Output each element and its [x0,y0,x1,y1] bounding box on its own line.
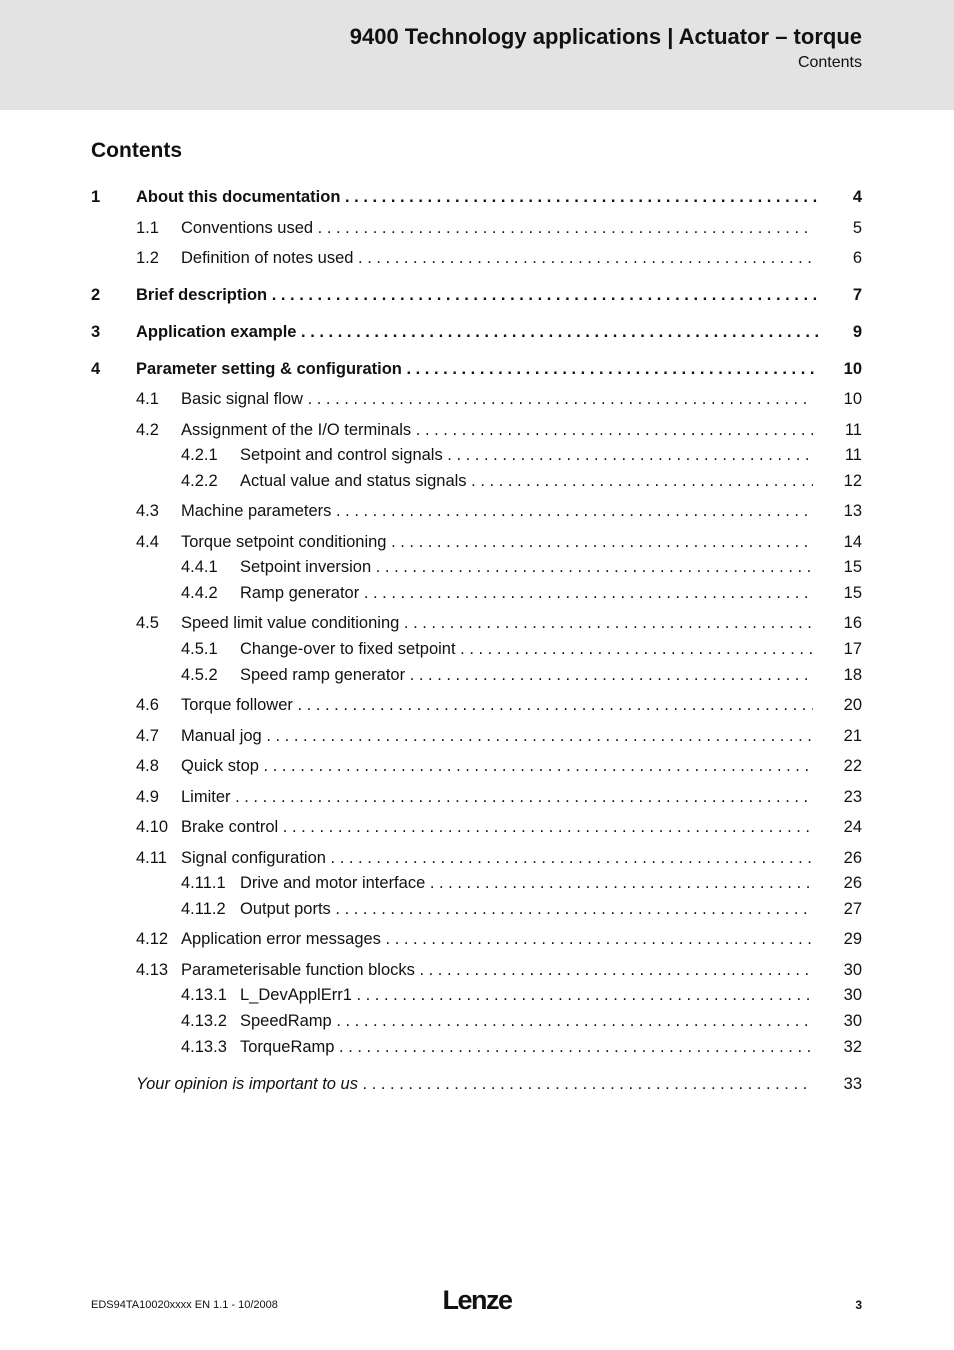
toc-entry-number: 1.1 [136,219,159,237]
toc-entry-number: 4.5.2 [181,666,218,684]
toc-entry-title: SpeedRamp . . . [240,1010,813,1032]
toc-entry-page: 16 [843,614,862,632]
toc-entry-number: 4.11.2 [181,900,226,918]
toc-entry[interactable] [0,470,954,492]
toc-entry-title: TorqueRamp . . . [240,1036,813,1058]
toc-entry-page: 7 [852,286,862,304]
toc-entry-page: 20 [843,696,862,714]
toc-entry-number: 4.1 [136,390,159,408]
toc-entry-number: 4.12 [136,930,169,948]
toc-entry-page: 30 [843,1012,862,1030]
toc-entry-title: Drive and motor interface . . . [240,872,813,894]
toc-entry-page: 22 [843,757,862,775]
toc-entry-page: 33 [843,1075,862,1093]
toc-entry-number: 4.10 [136,818,169,836]
toc-entry-number: 4 [91,360,101,378]
toc-entry-number: 4.11.1 [181,874,226,892]
toc-entry-title: Setpoint and control signals . . . [240,444,813,466]
toc-entry[interactable] [0,664,954,686]
toc-entry-title: Application error messages . . . [181,928,813,950]
toc-entry-page: 14 [843,533,862,551]
toc-entry-page: 5 [852,219,862,237]
toc-entry-title: Speed ramp generator . . . [240,664,813,686]
toc-entry[interactable] [0,959,954,981]
toc-entry-title: Parameter setting & configuration . . . [136,358,818,380]
toc-entry-title: L_DevApplErr1 . . . [240,984,813,1006]
toc-entry[interactable] [0,358,954,380]
toc-entry[interactable] [0,556,954,578]
toc-entry-number: 4.6 [136,696,159,714]
footer-page-number: 3 [855,1298,862,1312]
toc-entry-page: 9 [852,323,862,341]
toc-entry[interactable] [0,1010,954,1032]
toc-entry-page: 21 [843,727,862,745]
toc-entry-title: Signal configuration . . . [181,847,813,869]
document-title: 9400 Technology applications | Actuator – torque [349,24,862,49]
toc-entry-title: Torque setpoint conditioning . . . [181,531,813,553]
toc-entry-page: 15 [843,558,862,576]
toc-entry[interactable] [0,284,954,306]
toc-entry-number: 4.2.2 [181,472,218,490]
toc-entry-number: 2 [91,286,101,304]
toc-entry[interactable] [0,898,954,920]
toc-entry[interactable] [0,388,954,410]
toc-entry-number: 1 [91,188,101,206]
toc-entry[interactable] [0,612,954,634]
toc-entry-title: Brief description . . . [136,284,818,306]
toc-entry-page: 11 [844,446,862,464]
toc-entry-page: 24 [843,818,862,836]
toc-entry-title: Setpoint inversion . . . [240,556,813,578]
toc-entry-title: Speed limit value conditioning . . . [181,612,813,634]
toc-entry[interactable] [0,638,954,660]
section-label: Contents [797,54,862,71]
lenze-logo-text: Lenze [442,1285,512,1315]
toc-entry-title: Brake control . . . [181,816,813,838]
toc-entry-title: Definition of notes used . . . [181,247,813,269]
toc-entry[interactable] [0,928,954,950]
toc-entry[interactable] [0,847,954,869]
toc-entry-number: 4.13 [136,961,169,979]
toc-entry-title: Basic signal flow . . . [181,388,813,410]
toc-entry-page: 11 [844,421,862,439]
toc-entry[interactable] [0,1036,954,1058]
toc-entry[interactable] [0,786,954,808]
toc-entry-page: 18 [843,666,862,684]
toc-entry-number: 4.4 [136,533,159,551]
toc-entry[interactable] [0,582,954,604]
toc-entry[interactable] [0,419,954,441]
toc-entry-number: 4.8 [136,757,159,775]
toc-entry[interactable] [0,725,954,747]
toc-entry[interactable] [0,500,954,522]
toc-entry-page: 10 [843,390,862,408]
toc-entry-page: 12 [843,472,862,490]
toc-entry[interactable] [0,1073,954,1095]
toc-entry[interactable] [0,872,954,894]
toc-entry-number: 4.4.1 [181,558,218,576]
toc-entry-number: 4.5 [136,614,159,632]
toc-entry[interactable] [0,531,954,553]
toc-entry-page: 4 [852,188,862,206]
toc-entry-number: 4.13.1 [181,986,227,1004]
toc-entry-title: Your opinion is important to us . . . [136,1073,813,1095]
toc-entry-number: 4.9 [136,788,159,806]
toc-entry-page: 13 [843,502,862,520]
toc-entry[interactable] [0,816,954,838]
toc-entry-number: 4.3 [136,502,159,520]
toc-entry-title: Conventions used . . . [181,217,813,239]
toc-entry[interactable] [0,217,954,239]
toc-entry[interactable] [0,444,954,466]
toc-entry[interactable] [0,755,954,777]
toc-entry-number: 4.11 [136,849,167,867]
toc-entry[interactable] [0,694,954,716]
toc-entry-title: Manual jog . . . [181,725,813,747]
toc-entry-title: Actual value and status signals . . . [240,470,813,492]
toc-entry-number: 4.13.3 [181,1038,227,1056]
lenze-logo [437,1283,517,1317]
toc-entry-title: Change-over to fixed setpoint . . . [240,638,813,660]
toc-entry-page: 6 [852,249,862,267]
toc-entry-title: Limiter . . . [181,786,813,808]
contents-heading: Contents [91,139,182,162]
toc-entry-number: 4.7 [136,727,159,745]
toc-entry-number: 4.2 [136,421,159,439]
toc-entry-title: Output ports . . . [240,898,813,920]
toc-entry[interactable] [0,984,954,1006]
toc-entry-page: 10 [843,360,862,378]
toc-entry-number: 4.5.1 [181,640,218,658]
toc-entry-page: 17 [843,640,862,658]
toc-entry-page: 30 [843,961,862,979]
toc-entry-number: 4.2.1 [181,446,218,464]
toc-entry[interactable] [0,247,954,269]
toc-entry-title: Assignment of the I/O terminals . . . [181,419,813,441]
toc-entry-page: 29 [843,930,862,948]
toc-entry-title: About this documentation . . . [136,186,818,208]
footer-document-id: EDS94TA10020xxxx EN 1.1 - 10/2008 [91,1299,278,1311]
toc-entry-title: Quick stop . . . [181,755,813,777]
toc-entry-page: 30 [843,986,862,1004]
toc-entry-title: Parameterisable function blocks . . . [181,959,813,981]
toc-entry-page: 23 [843,788,862,806]
toc-entry-page: 26 [843,849,862,867]
toc-entry-title: Application example . . . [136,321,818,343]
toc-entry-title: Torque follower . . . [181,694,813,716]
toc-entry-number: 3 [91,323,101,341]
toc-entry-number: 4.4.2 [181,584,218,602]
toc-entry[interactable] [0,321,954,343]
toc-entry-page: 27 [843,900,862,918]
toc-entry-title: Ramp generator . . . [240,582,813,604]
toc-entry-page: 32 [843,1038,862,1056]
toc-entry-title: Machine parameters . . . [181,500,813,522]
toc-entry-page: 15 [843,584,862,602]
toc-entry[interactable] [0,186,954,208]
toc-entry-page: 26 [843,874,862,892]
toc-entry-number: 4.13.2 [181,1012,227,1030]
toc-entry-number: 1.2 [136,249,159,267]
